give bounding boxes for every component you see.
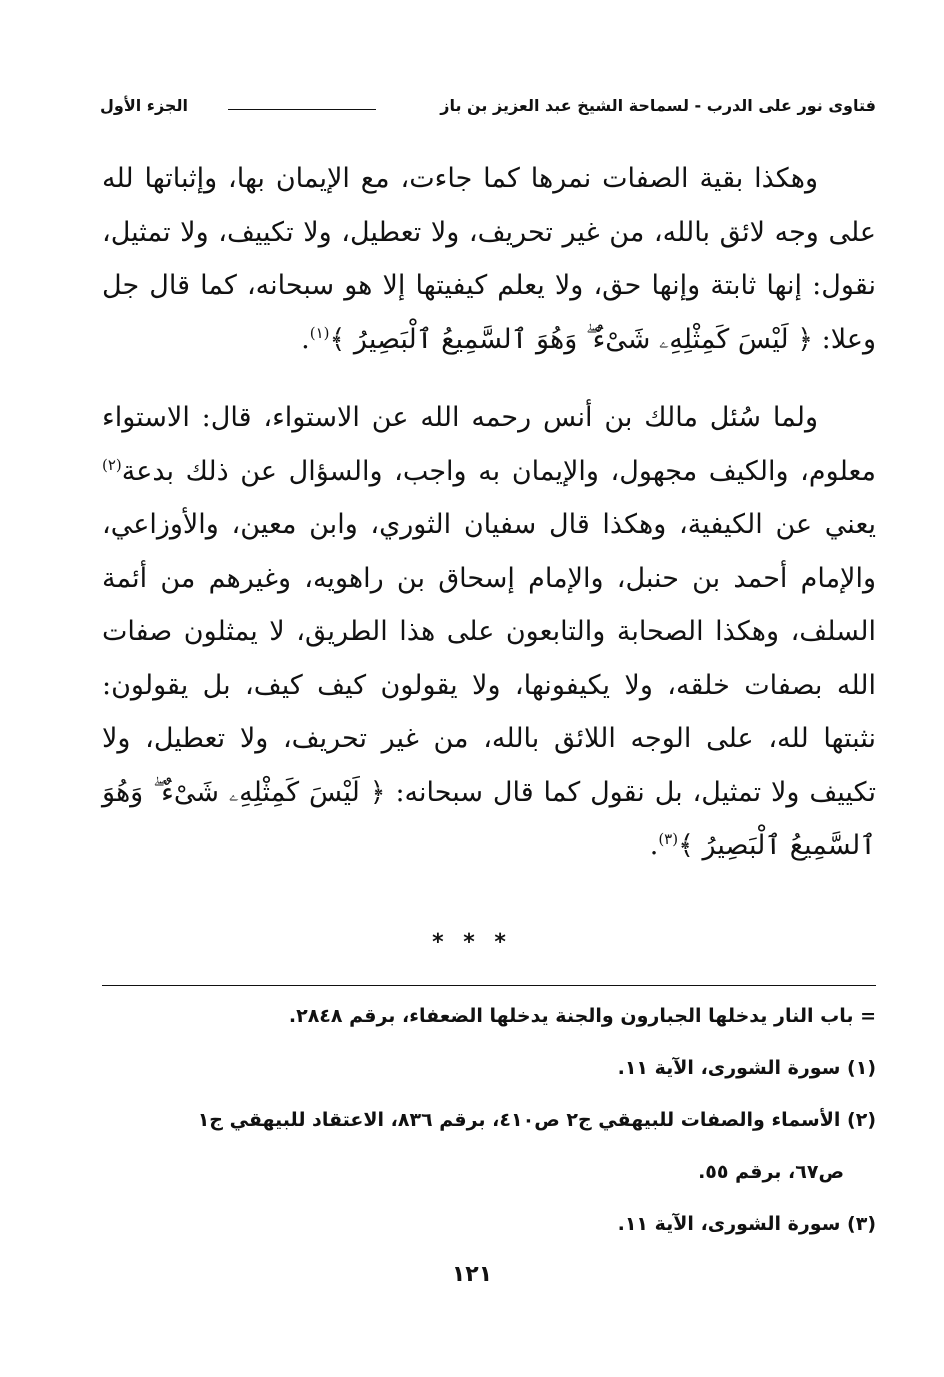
running-header xyxy=(100,92,876,120)
footnote-2: (٢) الأسماء والصفات للبيهقي ج٢ ص٤١٠، برقم ٨٣٦، الاعتقاد للبيهقي ج١ xyxy=(197,1109,876,1131)
footnote-2-continued: ص٦٧، برقم ٥٥. xyxy=(698,1161,844,1183)
footnote-ref-3: (٣) xyxy=(658,830,679,848)
quran-quote: ﴿ لَيْسَ كَمِثْلِهِۦ شَىْءٌ ۖ وَهُوَ ٱلسَّمِيعُ ٱلْبَصِيرُ ﴾ xyxy=(102,776,876,861)
footnote-continued: = باب النار يدخلها الجبارون والجنة يدخلها الضعفاء، برقم ٢٨٤٨. xyxy=(288,1005,876,1027)
sentence-end: . xyxy=(301,323,310,355)
footnote-rule xyxy=(102,985,876,986)
footnote-1: (١) سورة الشورى، الآية ١١. xyxy=(617,1057,876,1079)
paragraph-2-text-a: ولما سُئل مالك بن أنس رحمه الله عن الاستواء، قال: الاستواء معلوم، والكيف مجهول، والإيمان به واجب، والسؤال عن ذلك بدعة xyxy=(102,402,876,487)
footnotes xyxy=(102,990,876,1250)
footnote-ref-2: (٢) xyxy=(102,455,122,474)
paragraph-2 xyxy=(102,391,876,873)
paragraph-2-text-b: يعني عن الكيفية، وهكذا قال سفيان الثوري، وابن معين، والأوزاعي، والإمام أحمد بن حنبل، والإمام إسحاق بن راهويه، وغيرهم من أئمة السلف، وهكذا الصحابة والتابعون على هذا الطريق، لا يمثلون صفات الله بصفات خلقه، ولا يكيفونها، ولا يقولون كيف كيف، بل يقولون: نثبتها لله، على الوجه اللائق بالله، من غير تحريف، ولا تعطيل، ولا تكييف ولا تمثيل، بل نقول كما قال سبحانه: xyxy=(102,509,877,808)
body-text xyxy=(102,152,876,873)
page-number: ١٢١ xyxy=(451,1262,493,1287)
footnote-3: (٣) سورة الشورى، الآية ١١. xyxy=(617,1213,876,1235)
header-title: فتاوى نور على الدرب - لسماحة الشيخ عبد العزيز بن باز xyxy=(440,96,876,115)
section-separator: * * * xyxy=(432,930,512,955)
header-rule xyxy=(228,109,376,110)
footnote-ref-1: (١) xyxy=(309,323,330,342)
sentence-end: . xyxy=(649,830,659,861)
paragraph-1-text: وهكذا بقية الصفات نمرها كما جاءت، مع الإيمان بها، وإثباتها لله على وجه لائق بالله، من غير تحريف، ولا تعطيل، ولا تكييف، ولا تمثيل، نقول: إنها ثابتة وإنها حق، ولا يعلم كيفيتها إلا هو سبحانه، كما قال جل وعلا: xyxy=(102,163,876,355)
header-part: الجزء الأول xyxy=(100,96,188,115)
quran-quote: ﴿ لَيْسَ كَمِثْلِهِۦ شَىْءٌ ۖ وَهُوَ ٱلسَّمِيعُ ٱلْبَصِيرُ ﴾ xyxy=(329,323,814,355)
paragraph-1 xyxy=(102,152,876,366)
